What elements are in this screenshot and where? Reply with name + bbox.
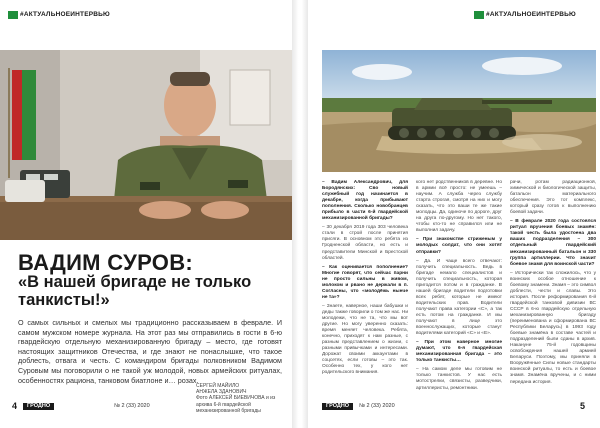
headline-name: ВАДИМ СУРОВ: <box>18 250 194 275</box>
rubric-header <box>8 10 110 19</box>
rubric-bar-icon <box>8 11 18 19</box>
magazine-name: ГРОДНО <box>322 403 353 410</box>
interview-answer: кого нет родственников в деревне. Но в армии всё просто: не умеешь – научим. А служба через службу старта строгая, смотря на них и могу сказать, что это ваши те же такие молодцы. Да, одиноче по дороге, друг на друга по-другому. Но нет такого, чтобы кто-то не справился или не выполнил задачу. <box>416 180 502 234</box>
interview-question: – В феврале 2020 года состоялся ритуал вручения боевых знамён: такой честь была удостоена два ваших подразделения – 300 отдельный гвардейский механизированный батальон и 330 группа артиллерии. Что значит боевое знамя для воинской части? <box>510 219 596 267</box>
credit-line: СЕРГЕЙ МАЙИЛО <box>196 383 240 389</box>
interview-question: – Как оценивается пополнение? Многие говорят, что сейчас парни не просто сильны в живом, молоком и рвано не держали в п. Согласны, что «молодёжь нынче не та»? <box>322 264 408 300</box>
right-footer-number <box>580 402 585 410</box>
page-gutter <box>292 0 308 428</box>
rubric-bar-icon <box>474 11 484 19</box>
interview-question: – При этом наверное многие думают, что 6-я гвардейская механизированная бригада – это только танкисты… <box>416 340 502 364</box>
author-credits <box>196 383 286 414</box>
interview-answer: – Знаете, наверное, наши бабушки и деды также говорили о том же нас. Ни молодежи, что не та, что мы вот другие. Но могу уверенно сказать: время меняет человека. Ребята, конечно, приходят к нам разные, с разным представлением о жизни, с разными привычками и интересами. Дорожат своими аккаунтами в соцсетях, если готовы – это так. Особенно тех, у кого нет родительского внимания. <box>322 303 408 376</box>
interview-answer: – На самом деле мы готовим не только танкистов. У нас есть мотострелки, связисты, разведчики, артиллеристы, ремонтники. <box>416 367 502 391</box>
issue-number: № 2 (33) 2020 <box>359 403 395 409</box>
right-footer <box>322 402 395 410</box>
portrait-illustration <box>0 50 292 240</box>
issue-number: № 2 (33) 2020 <box>114 403 150 409</box>
tank-illustration <box>322 50 596 172</box>
left-footer <box>12 402 150 410</box>
credit-line: Фото АЛЕКСЕЙ БИЕВИЧОВА и из архива 6-й гвардейской механизированной бригады <box>196 395 276 414</box>
interview-answer: – 30 декабря 2019 года 303 человека стали в строй после принятия присяги. В основном это ребята из Гродненской области, но есть и представители Минской и Брестской областей. <box>322 225 408 261</box>
right-page <box>308 0 600 428</box>
rubric-header <box>474 10 576 19</box>
interview-question: – Вадим Александрович, для Бородянских: Сво новый служебный год начинается в декабре, когда прибывают пополнения. Сколько новобранцев прибыло в части 6-й гвардейской механизированной бригады? <box>322 180 408 222</box>
portrait-photo <box>0 50 292 240</box>
tank-photo <box>322 50 596 172</box>
credit-line: АНЖЕЛА ЗДАНОВИЧ <box>196 389 247 396</box>
interview-answer: – Исторически так сложилось, что у воинских особое отношение к боевому знамени. Знамя – это символ доблести, чести и славы. Это история. После реформирования 6-й гвардейской танковой дивизии ВС СССР в 6-ю гвардейскую отдельную механизированную бригаду (переименована и сформирована ВС Республики Беларусь) в 1993 году боевые знамёна в составе частей и подразделений были сданы в архив. Накануне 75-й годовщины освобождения нашей армией Беларуси. Поэтому, мы приняли в Вооружённые Силы новые стандарты воинской ритуалы, то есть и боевое знамя. Знамёна вручены, и с ними передана история. <box>510 270 596 385</box>
article-column <box>510 180 596 395</box>
lead-paragraph: О самых сильных и смелых мы традиционно рассказываем в феврале. И самом мужском номере журнала. На этот раз мы отправились в гости в 6-ю гвардейскую отдельную механизированную бригаду – место, где готовят настоящих защитников Отечества, и где знают не понаслышке, что такое доблесть, отвага и честь. С командиром бригады полковником Вадимом Суровым мы поговорили о не такой уж молодой, новых армейских ритуалах, особенностях рациона, танковом биатлоне и… розах. <box>18 318 282 385</box>
interview-answer: – Да. И чаще всего отвечают: получить специальность. Ведь в бригаде немало специалистов и получить специальность, которая пригодится потом и в гражданке. В нашей бригаде водители подготовки всех ребят, которые не имеют водительских прав. Водители получают права категории «С», а так есть потом на гражданке. И мы получают в лице это военнослужащих, которые станут водителями категорий «С» и «Е». <box>416 258 502 337</box>
article-columns <box>322 180 596 395</box>
magazine-name: ГРОДНО <box>23 403 54 410</box>
interview-question: – При знакомстве стриженым у молодых солдат, что они хотят отправки? <box>416 237 502 255</box>
headline-quote: «В нашей бригаде не только танкисты!» <box>18 273 252 309</box>
article-column <box>322 180 408 395</box>
page-number: 4 <box>12 401 18 411</box>
interview-answer: рачи, ротам радиационной, химической и биологической защиты, батальон материального обеспечения. Это тот комплекс, который сразу готов к выполнению боевой задачи. <box>510 180 596 216</box>
rubric-text: #АКТУАЛЬНОЕИНТЕРВЬЮ <box>20 11 110 18</box>
rubric-text: #АКТУАЛЬНОЕИНТЕРВЬЮ <box>486 11 576 18</box>
page-number: 5 <box>580 401 586 411</box>
article-column <box>416 180 502 395</box>
left-page <box>0 0 292 428</box>
